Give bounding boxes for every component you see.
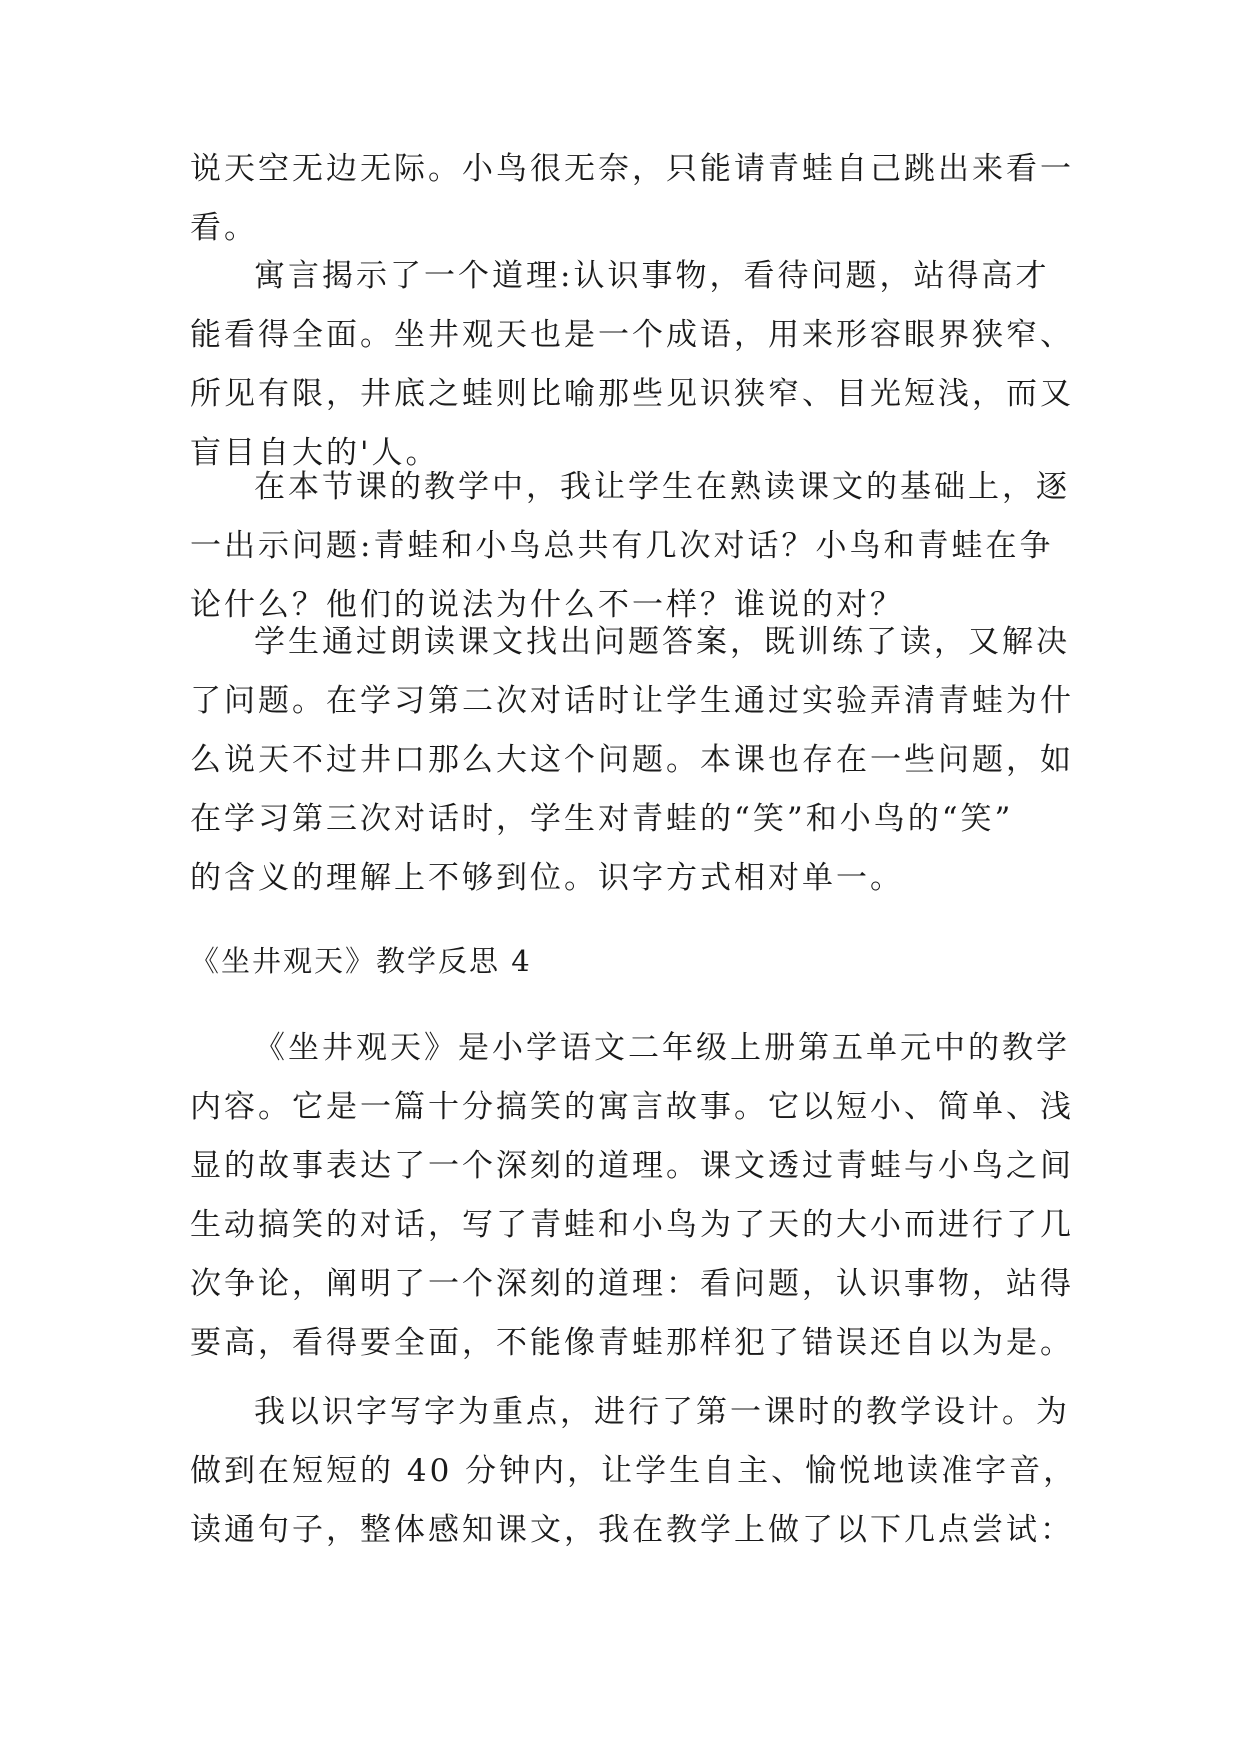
paragraph-line: 一出示问题:青蛙和小鸟总共有几次对话？小鸟和青蛙在争: [190, 528, 1054, 564]
paragraph-line: 内容。它是一篇十分搞笑的寓言故事。它以短小、简单、浅: [190, 1089, 1074, 1125]
paragraph-1: [190, 140, 1074, 258]
paragraph-2: [190, 247, 1074, 483]
paragraph-line: 在本节课的教学中，我让学生在熟读课文的基础上，逐: [254, 469, 1070, 505]
paragraph-line: 能看得全面。坐井观天也是一个成语，用来形容眼界狭窄、: [190, 317, 1074, 353]
paragraph-line: 要高，看得要全面，不能像青蛙那样犯了错误还自以为是。: [190, 1325, 1074, 1361]
paragraph-line: 论什么？他们的说法为什么不一样？谁说的对？: [190, 587, 904, 623]
paragraph-line: 我以识字写字为重点，进行了第一课时的教学设计。为: [254, 1394, 1070, 1430]
paragraph-line: 学生通过朗读课文找出问题答案，既训练了读，又解决: [254, 624, 1070, 660]
paragraph-line: 生动搞笑的对话，写了青蛙和小鸟为了天的大小而进行了几: [190, 1207, 1074, 1243]
paragraph-line: 寓言揭示了一个道理:认识事物，看待问题，站得高才: [254, 258, 1050, 294]
paragraph-line: 所见有限，井底之蛙则比喻那些见识狭窄、目光短浅，而又: [190, 376, 1074, 412]
paragraph-line: 显的故事表达了一个深刻的道理。课文透过青蛙与小鸟之间: [190, 1148, 1074, 1184]
paragraph-line: 的含义的理解上不够到位。识字方式相对单一。: [190, 860, 904, 896]
paragraph-line: 盲目自大的'人。: [190, 435, 440, 471]
paragraph-5: [190, 1019, 1074, 1373]
paragraph-6: [190, 1383, 1078, 1560]
paragraph-line: 次争论，阐明了一个深刻的道理：看问题，认识事物，站得: [190, 1266, 1074, 1302]
paragraph-line: 读通句子，整体感知课文，我在教学上做了以下几点尝试：: [190, 1512, 1074, 1548]
paragraph-line: 么说天不过井口那么大这个问题。本课也存在一些问题，如: [190, 742, 1074, 778]
paragraph-line: 了问题。在学习第二次对话时让学生通过实验弄清青蛙为什: [190, 683, 1074, 719]
paragraph-line: 做到在短短的 40 分钟内，让学生自主、愉悦地读准字音，: [190, 1453, 1078, 1489]
paragraph-3: [190, 458, 1070, 635]
paragraph-line: 《坐井观天》是小学语文二年级上册第五单元中的教学: [254, 1030, 1070, 1066]
paragraph-line: 在学习第三次对话时，学生对青蛙的“笑”和小鸟的“笑”: [190, 801, 1014, 837]
paragraph-line: 说天空无边无际。小鸟很无奈，只能请青蛙自己跳出来看一: [190, 151, 1074, 187]
paragraph-4: [190, 613, 1074, 908]
section-heading: 《坐井观天》教学反思 4: [190, 944, 532, 978]
paragraph-line: 看。: [190, 210, 258, 246]
